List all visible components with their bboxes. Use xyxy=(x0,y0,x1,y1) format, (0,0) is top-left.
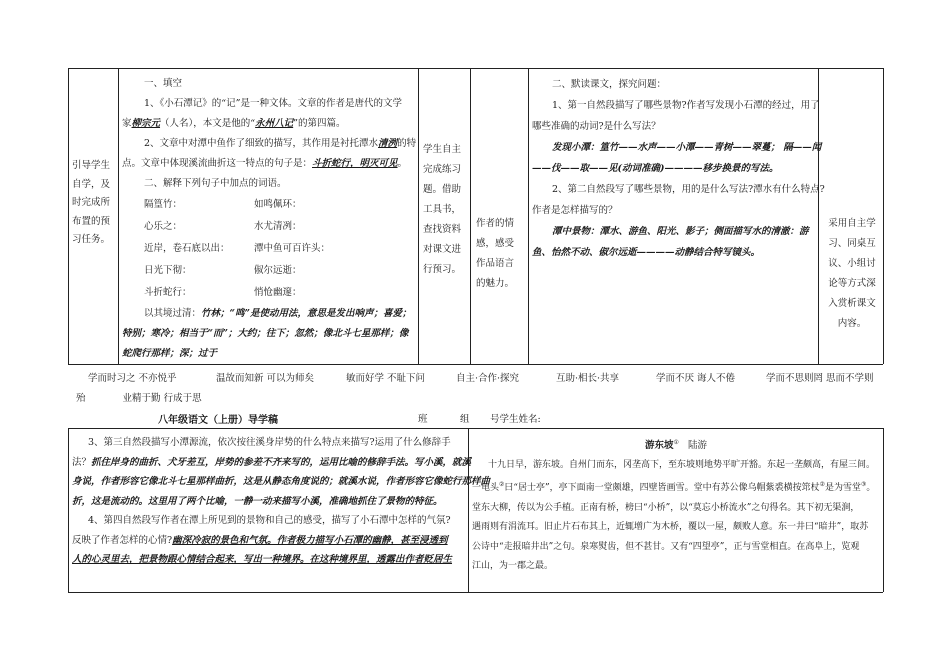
cell-line: 引导学生 xyxy=(72,160,111,171)
top-table-bottom-border xyxy=(68,364,883,365)
proverb: 学而不思则罔 思而不学则 xyxy=(766,373,874,384)
answer-collection: 永州八记 xyxy=(255,118,294,129)
col-border xyxy=(118,68,119,364)
question-line: 1、第一自然段描写了哪些景物?作者写发现小石潭的经过，用了 xyxy=(552,100,820,111)
answer-line: 特别；寒冷；相当于“而”；大约；往下；忽然；像北斗七星那样；像 xyxy=(122,328,409,339)
cell-line: 感，感受 xyxy=(476,238,515,249)
answer-line: 鱼、怡然不动、俶尔远逝————动静结合特写镜头。 xyxy=(532,247,761,258)
vocab-row xyxy=(144,260,416,282)
cell-line: 布置的预 xyxy=(72,215,111,227)
passage-line: 江山，为一郡之最。 xyxy=(472,561,554,572)
vocab-item: 潭中鱼可百许头： xyxy=(254,243,331,254)
question-line: 哪些准确的动词?是什么写法？ xyxy=(532,121,661,132)
cell-line: 入赏析课文 xyxy=(828,298,876,309)
objective-cell xyxy=(476,214,526,294)
passage-title: 游东坡 xyxy=(645,440,674,452)
vocab-item: 近岸，卷石底以出： xyxy=(144,243,230,254)
vocab-item: 水尤清冽： xyxy=(254,221,302,232)
question-line xyxy=(122,134,416,154)
cell-line: 学生自主 xyxy=(423,144,462,155)
doc-title: 八年级语文（上册）导学稿 xyxy=(158,415,278,426)
col-border xyxy=(528,68,529,364)
col-border xyxy=(470,68,471,364)
section-heading: 一、填空 xyxy=(144,78,183,89)
cell-line: 题。借助 xyxy=(423,184,462,195)
text: （人名），本文是他的“ xyxy=(160,118,256,129)
proverb: 自主·合作·探究 xyxy=(456,373,520,384)
cell-line: 采用自主学 xyxy=(828,218,876,229)
question-line: 4、第四自然段写作者在潭上所见到的景物和自己的感受，描写了小石潭中怎样的气氛? xyxy=(88,515,451,526)
answer-line: 蛇爬行那样；深；过于 xyxy=(122,348,218,359)
text: 曰“居士亭”，亭下面南一堂颇雄，四壁皆画雪。堂中有苏公像乌帽紫裘横按筇杖 xyxy=(504,483,820,494)
vocab-list xyxy=(122,194,416,304)
fill-in-section xyxy=(122,74,416,364)
passage-line xyxy=(472,475,880,499)
text: 的特 xyxy=(397,138,417,149)
vocab-item: 心乐之： xyxy=(144,221,183,232)
col-border xyxy=(418,68,419,364)
proverb: 互助·相长·共享 xyxy=(556,373,620,384)
answer-line xyxy=(122,304,416,324)
student-activity-cell xyxy=(423,140,469,280)
proverb: 殆 xyxy=(76,393,86,404)
footnote-mark: ① xyxy=(673,439,679,446)
text: 一龟头 xyxy=(472,483,500,494)
answer-text: 幽深冷寂的景色和气氛。作者极力描写小石潭的幽静，甚至浸透到 xyxy=(172,534,448,546)
answer-line: 折，这是流动的。这里用了两个比喻，一静一动来描写小溪，准确地抓住了景物的特征。 xyxy=(72,495,443,507)
col-border xyxy=(68,428,69,592)
group-label: 组 xyxy=(460,414,470,425)
proverb: 敏而好学 不耻下问 xyxy=(346,373,426,384)
footnote-mark: ② xyxy=(819,481,826,489)
answer-line: 发现小潭：篁竹——水声——小潭——青树——翠蔓； 隔——闻 xyxy=(552,142,822,153)
answer-text: 抓住岸身的曲折、犬牙差互，岸势的参差不齐来写的，运用比喻的修辞手法。写小溪，就溪 xyxy=(91,456,472,468)
proverb: 温故而知新 可以为师矣 xyxy=(216,373,315,384)
col-border xyxy=(68,68,69,364)
text: 以其境过清： xyxy=(144,308,202,319)
cell-line: 行预习。 xyxy=(423,264,462,275)
vocab-item: 斗折蛇行： xyxy=(144,287,192,298)
cell-line: 论等方式深 xyxy=(828,278,876,289)
text: 家 xyxy=(122,118,132,129)
answer-line: ——伐——取——见(动词准确)————移步换景的写法。 xyxy=(532,163,779,174)
passage-line: 公诗中“走报暗井出”之句。泉寒熨齿，但不甚甘。又有“四望亭”，正与雪堂相直。在高阜上，览观 xyxy=(472,541,860,552)
cell-line: 时完成所 xyxy=(72,197,111,208)
answer-author: 柳宗元 xyxy=(131,118,161,129)
proverb: 业精于勤 行成于思 xyxy=(122,393,202,404)
cell-line: 内容。 xyxy=(837,318,867,329)
answer-line: 潭中景物：潭水、游鱼、阳光、影子；侧面描写水的清澈：游 xyxy=(552,226,809,237)
cell-line: 习任务。 xyxy=(72,234,111,245)
col-border xyxy=(883,68,884,364)
text: 。 xyxy=(866,483,876,494)
answer-line: 人的心灵里去，把景物跟心情结合起来，写出一种境界。在这种境界里，透露出作者贬居生 xyxy=(72,554,453,565)
question-line: 3、第三自然段描写小潭源流，依次按往溪身岸势的什么特点来描写?运用了什么修辞手 xyxy=(88,437,451,448)
cell-line: 自学，及 xyxy=(72,178,111,190)
question-line: 1、《小石潭记》的“记”是一种文体。文章的作者是唐代的文学 xyxy=(144,98,403,109)
vocab-item: 如鸣佩环： xyxy=(254,199,302,210)
question-line xyxy=(122,154,416,174)
method-cell xyxy=(822,214,882,334)
question-line: 作者是怎样描写的？ xyxy=(532,205,618,216)
cell-line: 完成练习 xyxy=(423,164,462,175)
vocab-item: 日光下彻： xyxy=(144,265,192,276)
reading-passage xyxy=(472,433,880,577)
answer-text: 斗折蛇行，明灭可见 xyxy=(312,158,398,169)
passage-line: 十九日早，游东坡。自州门而东，冈垄高下，至东坡则地势平旷开豁。东起一垄颇高，有屋三间。 xyxy=(488,459,876,470)
footnote-mark: ③ xyxy=(861,481,867,489)
bottom-table-top-border xyxy=(68,428,883,429)
passage-line: 遇雨则有涓流耳。旧止片石布其上，近辄增广为木桥，覆以一屋，颇败人意。东一井曰“暗井”，取苏 xyxy=(472,522,869,533)
text: 法？ xyxy=(72,456,92,468)
text: 2、文章中对潭中鱼作了细致的描写，其作用是衬托潭水 xyxy=(144,138,379,149)
inquiry-section xyxy=(532,74,825,263)
col-border xyxy=(883,428,884,592)
bottom-table-bottom-border xyxy=(68,592,883,593)
answer-text: 竹林；“鸣”是使动用法，意思是发出响声；喜爱； xyxy=(201,308,412,319)
vocab-row xyxy=(144,238,416,260)
proverb-line xyxy=(76,392,202,407)
class-label: 班 xyxy=(418,414,428,425)
passage-line: 堂东大柳，传以为公手植。正南有桥，榜曰“小桥”，以“莫忘小桥流水”之句得名。其下初无渠涧， xyxy=(472,502,860,513)
cell-line: 工具书， xyxy=(423,204,462,215)
student-id-label: 号学生姓名: xyxy=(490,414,541,425)
text: 点。文章中体现溪流曲折这一特点的句子是： xyxy=(122,158,313,169)
cell-line: 对课文进 xyxy=(423,244,462,255)
col-border xyxy=(468,428,469,592)
text: 是为雪堂 xyxy=(825,483,862,494)
question-line xyxy=(72,453,472,473)
section-heading: 二、解释下列句子中加点的词语。 xyxy=(144,178,287,189)
text: 反映了作者怎样的心情? xyxy=(72,534,173,546)
cell-line: 作者的情 xyxy=(476,218,515,229)
proverb: 学而不厌 诲人不倦 xyxy=(656,373,736,384)
vocab-row xyxy=(144,216,416,238)
cell-line: 议、小组讨 xyxy=(828,258,876,269)
vocab-row xyxy=(144,194,416,216)
teacher-guidance-cell xyxy=(72,157,116,250)
text: 。 xyxy=(397,158,408,169)
vocab-item: 悄怆幽邃： xyxy=(254,287,302,298)
question-line xyxy=(122,114,416,134)
section-heading: 二、默读课文，探究问题： xyxy=(552,79,667,90)
footnote-mark: ② xyxy=(499,481,505,489)
cell-line: 作品语言 xyxy=(476,258,515,269)
vocab-row xyxy=(144,282,416,304)
answer-line: 身说，作者形容它像北斗七星那样曲折，这是从静态角度说的；就溪水说，作者形容它像蛇行那样曲 xyxy=(72,476,491,487)
answer-text: 清洌 xyxy=(378,138,398,149)
top-table-top-border xyxy=(68,68,883,69)
vocab-item: 俶尔远逝： xyxy=(254,265,302,276)
proverb: 学而时习之 不亦悦乎 xyxy=(88,373,177,384)
passage-author: 陆游 xyxy=(687,440,707,452)
question-line: 2、第二自然段写了哪些景物，用的是什么写法?潭水有什么特点? xyxy=(552,184,825,195)
vocab-item: 隔篁竹： xyxy=(144,199,183,210)
cell-line: 习、同桌互 xyxy=(828,238,876,249)
question-line xyxy=(72,531,466,551)
text: ”的第四篇。 xyxy=(293,118,346,129)
passage-title-line xyxy=(472,433,880,456)
cell-line: 查找资料 xyxy=(423,224,462,235)
cell-line: 的魅力。 xyxy=(476,278,515,289)
